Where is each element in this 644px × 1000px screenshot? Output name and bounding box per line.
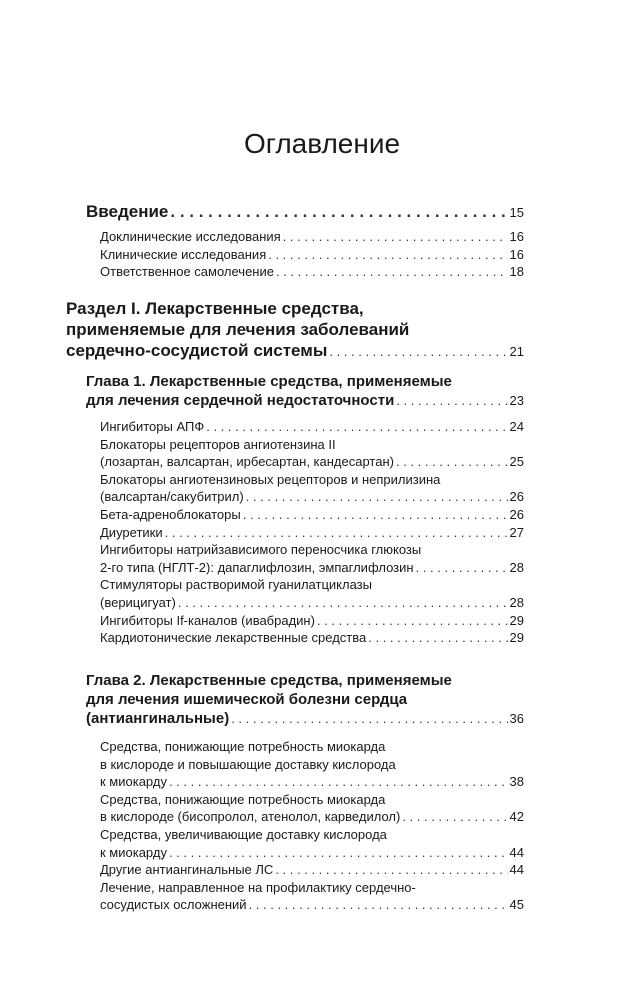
toc-entry [100,246,524,264]
toc-entry [100,418,524,436]
toc-entry [100,263,524,281]
toc-page-number: 28 [509,559,524,575]
toc-section-1 [66,298,524,362]
toc-entry-label: (лозартан, валсартан, ирбесартан, кандесартан) [100,454,394,470]
toc-entry [100,453,524,471]
dot-leader [178,594,508,612]
toc-page-number: 38 [509,774,524,790]
dot-leader [396,391,507,410]
toc-intro [86,201,524,223]
toc-entry [86,391,524,410]
toc-entry-label: Кардиотонические лекарственные средства [100,630,367,646]
toc-entry [66,340,524,362]
toc-entry [86,201,524,223]
toc-entry-label: к миокарду [100,774,167,790]
dot-leader [276,263,508,281]
dot-leader [243,506,508,524]
section-heading-line: Раздел I. Лекарственные средства, [66,299,364,318]
toc-entry-line: Стимуляторы растворимой гуанилатциклазы [100,577,372,593]
toc-entry [100,896,524,914]
toc-entry-label: к миокарду [100,844,167,860]
toc-entry [100,629,524,647]
dot-leader [368,629,507,647]
toc-entry-label: Введение [86,202,169,221]
toc-entry [100,808,524,826]
dot-leader [268,246,507,264]
toc-page-number: 21 [509,344,524,359]
section-heading-line: сердечно-сосудистой системы [66,341,328,360]
toc-entry-line: Средства, увеличивающие доставку кислорода [100,826,387,842]
toc-entry [100,861,524,879]
dot-leader [317,612,508,630]
toc-entry [100,773,524,791]
toc-entry-line: Средства, понижающие потребность миокарда [100,791,386,807]
toc-entry [100,228,524,246]
toc-entry-label: в кислороде (бисопролол, атенолол, карведилол) [100,809,401,825]
toc-intro-items [100,228,524,281]
toc-entry-line: Блокаторы ангиотензиновых рецепторов и неприлизина [100,471,441,487]
toc-entry-line: Ингибиторы натрийзависимого переносчика глюкозы [100,542,422,558]
toc-page-number: 25 [509,454,524,470]
toc-entry-label: Другие антиангинальные ЛС [100,862,274,878]
toc-entry-label: сосудистых осложнений [100,897,247,913]
toc-entry [100,559,524,577]
toc-entry-label: Диуретики [100,524,163,540]
dot-leader [169,773,508,791]
toc-entry [100,612,524,630]
toc-page-number: 23 [509,393,524,408]
toc-entry-label: Доклинические исследования [100,229,281,244]
dot-leader [170,201,507,222]
toc-entry-label: Ответственное самолечение [100,264,274,280]
dot-leader [402,808,507,826]
toc-entry-line: Лечение, направленное на профилактику сердечно- [100,879,416,895]
toc-entry-label: Ингибиторы АПФ [100,419,205,434]
dot-leader [165,524,508,542]
toc-page-number: 36 [509,711,524,726]
toc-page-number: 18 [509,264,524,280]
toc-page-number: 44 [509,844,524,860]
toc-chapter-1-items [100,418,524,647]
toc-entry [100,488,524,506]
toc-entry [86,709,524,728]
toc-chapter-2-items [100,738,524,914]
dot-leader [416,559,508,577]
toc-page-number: 26 [509,506,524,522]
toc-page-number: 26 [509,489,524,505]
toc-entry-label: Ингибиторы If-каналов (ивабрадин) [100,612,315,628]
toc-page-number: 45 [509,897,524,913]
chapter-heading-line: для лечения ишемической болезни сердца [86,691,408,708]
toc-page-number: 29 [509,612,524,628]
section-heading-line: применяемые для лечения заболеваний [66,320,410,339]
toc-entry [100,844,524,862]
chapter-heading-line: (антиангинальные) [86,710,230,727]
toc-entry-line: Средства, понижающие потребность миокарда [100,739,386,754]
chapter-heading-line: Глава 1. Лекарственные средства, применяемые [86,373,452,390]
dot-leader [206,418,507,436]
dot-leader [275,861,507,879]
toc-entry-label: Клинические исследования [100,246,267,262]
toc-page-number: 27 [509,524,524,540]
toc-page-number: 44 [509,862,524,878]
toc-entry-label: Бета-адреноблокаторы [100,506,241,522]
toc-page-number: 28 [509,594,524,610]
toc-page-number: 24 [509,419,524,434]
toc-chapter-2 [86,671,524,728]
dot-leader [283,228,508,246]
toc-page-number: 29 [509,630,524,646]
dot-leader [396,453,508,471]
dot-leader [249,896,508,914]
dot-leader [246,488,508,506]
toc-page-number: 15 [509,205,524,220]
toc-page-number: 16 [509,229,524,244]
chapter-heading-line: для лечения сердечной недостаточности [86,392,395,409]
toc-entry-label: (верицигуат) [100,594,176,610]
dot-leader [329,341,507,362]
toc-chapter-1 [86,372,524,410]
toc-entry-line: в кислороде и повышающие доставку кислорода [100,756,396,772]
toc-entry [100,506,524,524]
toc-page-number: 42 [509,809,524,825]
toc-entry [100,594,524,612]
toc-page-number: 16 [509,246,524,262]
page-title: Оглавление [243,128,401,159]
toc-entry [100,524,524,542]
toc-entry-label: 2-го типа (НГЛТ-2): дапаглифлозин, эмпаглифлозин [100,559,414,575]
dot-leader [169,844,508,862]
chapter-heading-line: Глава 2. Лекарственные средства, применяемые [86,672,452,689]
toc-entry-label: (валсартан/сакубитрил) [100,489,244,505]
dot-leader [231,709,507,728]
toc-entry-line: Блокаторы рецепторов ангиотензина II [100,436,336,452]
